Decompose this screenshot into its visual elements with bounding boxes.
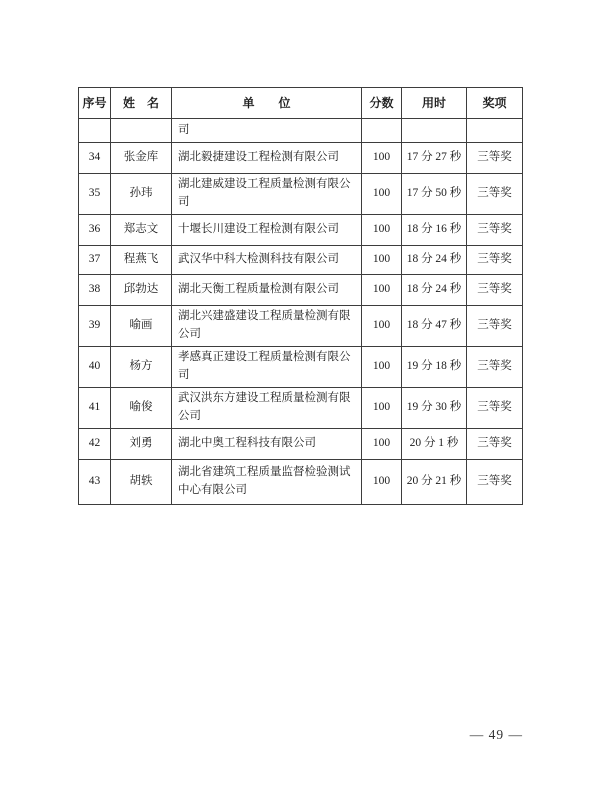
cell-score: 100: [362, 347, 402, 388]
table-row: [79, 347, 523, 388]
cell-award: 三等奖: [467, 388, 523, 429]
cell-no: [79, 119, 111, 143]
header-time: 用时: [402, 88, 467, 119]
table-row: [79, 143, 523, 174]
cell-no: 38: [79, 275, 111, 306]
cell-score: 100: [362, 429, 402, 460]
cell-score: 100: [362, 275, 402, 306]
cell-no: 37: [79, 246, 111, 275]
header-no: 序号: [79, 88, 111, 119]
cell-no: 43: [79, 460, 111, 505]
table-header-row: [79, 88, 523, 119]
cell-time: 18 分 16 秒: [402, 215, 467, 246]
cell-name: 喻画: [111, 306, 172, 347]
page-number: — 49 —: [469, 727, 523, 742]
cell-unit: 司: [172, 119, 362, 143]
cell-score: [362, 119, 402, 143]
table-row: [79, 119, 523, 143]
cell-unit: 湖北天衡工程质量检测有限公司: [172, 275, 362, 306]
table-row: [79, 275, 523, 306]
cell-award: 三等奖: [467, 347, 523, 388]
cell-name: 张金库: [111, 143, 172, 174]
cell-no: 42: [79, 429, 111, 460]
cell-score: 100: [362, 306, 402, 347]
cell-name: 胡轶: [111, 460, 172, 505]
cell-unit: 湖北兴建盛建设工程质量检测有限公司: [172, 306, 362, 347]
cell-time: 18 分 47 秒: [402, 306, 467, 347]
header-name: 姓 名: [111, 88, 172, 119]
cell-name: 邱勃达: [111, 275, 172, 306]
cell-award: 三等奖: [467, 174, 523, 215]
cell-award: 三等奖: [467, 460, 523, 505]
cell-award: 三等奖: [467, 306, 523, 347]
cell-name: 杨方: [111, 347, 172, 388]
cell-award: 三等奖: [467, 246, 523, 275]
cell-time: 17 分 50 秒: [402, 174, 467, 215]
cell-time: 20 分 21 秒: [402, 460, 467, 505]
cell-name: [111, 119, 172, 143]
cell-time: 19 分 18 秒: [402, 347, 467, 388]
table-row: [79, 246, 523, 275]
cell-unit: 武汉华中科大检测科技有限公司: [172, 246, 362, 275]
cell-no: 41: [79, 388, 111, 429]
table-row: [79, 215, 523, 246]
cell-unit: 湖北省建筑工程质量监督检验测试中心有限公司: [172, 460, 362, 505]
header-unit: 单 位: [172, 88, 362, 119]
cell-award: 三等奖: [467, 215, 523, 246]
table-row: [79, 306, 523, 347]
cell-award: 三等奖: [467, 429, 523, 460]
cell-unit: 十堰长川建设工程检测有限公司: [172, 215, 362, 246]
cell-award: [467, 119, 523, 143]
cell-unit: 湖北建威建设工程质量检测有限公司: [172, 174, 362, 215]
cell-time: 20 分 1 秒: [402, 429, 467, 460]
cell-name: 程燕飞: [111, 246, 172, 275]
table-row: [79, 388, 523, 429]
cell-time: 18 分 24 秒: [402, 275, 467, 306]
cell-award: 三等奖: [467, 275, 523, 306]
cell-no: 34: [79, 143, 111, 174]
cell-no: 35: [79, 174, 111, 215]
cell-time: [402, 119, 467, 143]
award-results-table: [78, 87, 523, 505]
cell-score: 100: [362, 174, 402, 215]
cell-no: 36: [79, 215, 111, 246]
cell-unit: 武汉洪东方建设工程质量检测有限公司: [172, 388, 362, 429]
cell-score: 100: [362, 388, 402, 429]
cell-score: 100: [362, 246, 402, 275]
cell-name: 孙玮: [111, 174, 172, 215]
cell-score: 100: [362, 215, 402, 246]
header-score: 分数: [362, 88, 402, 119]
cell-unit: 湖北毅捷建设工程检测有限公司: [172, 143, 362, 174]
cell-time: 19 分 30 秒: [402, 388, 467, 429]
cell-unit: 湖北中奥工程科技有限公司: [172, 429, 362, 460]
cell-score: 100: [362, 460, 402, 505]
cell-no: 40: [79, 347, 111, 388]
cell-time: 18 分 24 秒: [402, 246, 467, 275]
cell-award: 三等奖: [467, 143, 523, 174]
cell-unit: 孝感真正建设工程质量检测有限公司: [172, 347, 362, 388]
cell-name: 郑志文: [111, 215, 172, 246]
header-award: 奖项: [467, 88, 523, 119]
table-row: [79, 174, 523, 215]
table-row: [79, 429, 523, 460]
cell-score: 100: [362, 143, 402, 174]
table-row: [79, 460, 523, 505]
cell-time: 17 分 27 秒: [402, 143, 467, 174]
cell-name: 喻俊: [111, 388, 172, 429]
cell-name: 刘勇: [111, 429, 172, 460]
cell-no: 39: [79, 306, 111, 347]
